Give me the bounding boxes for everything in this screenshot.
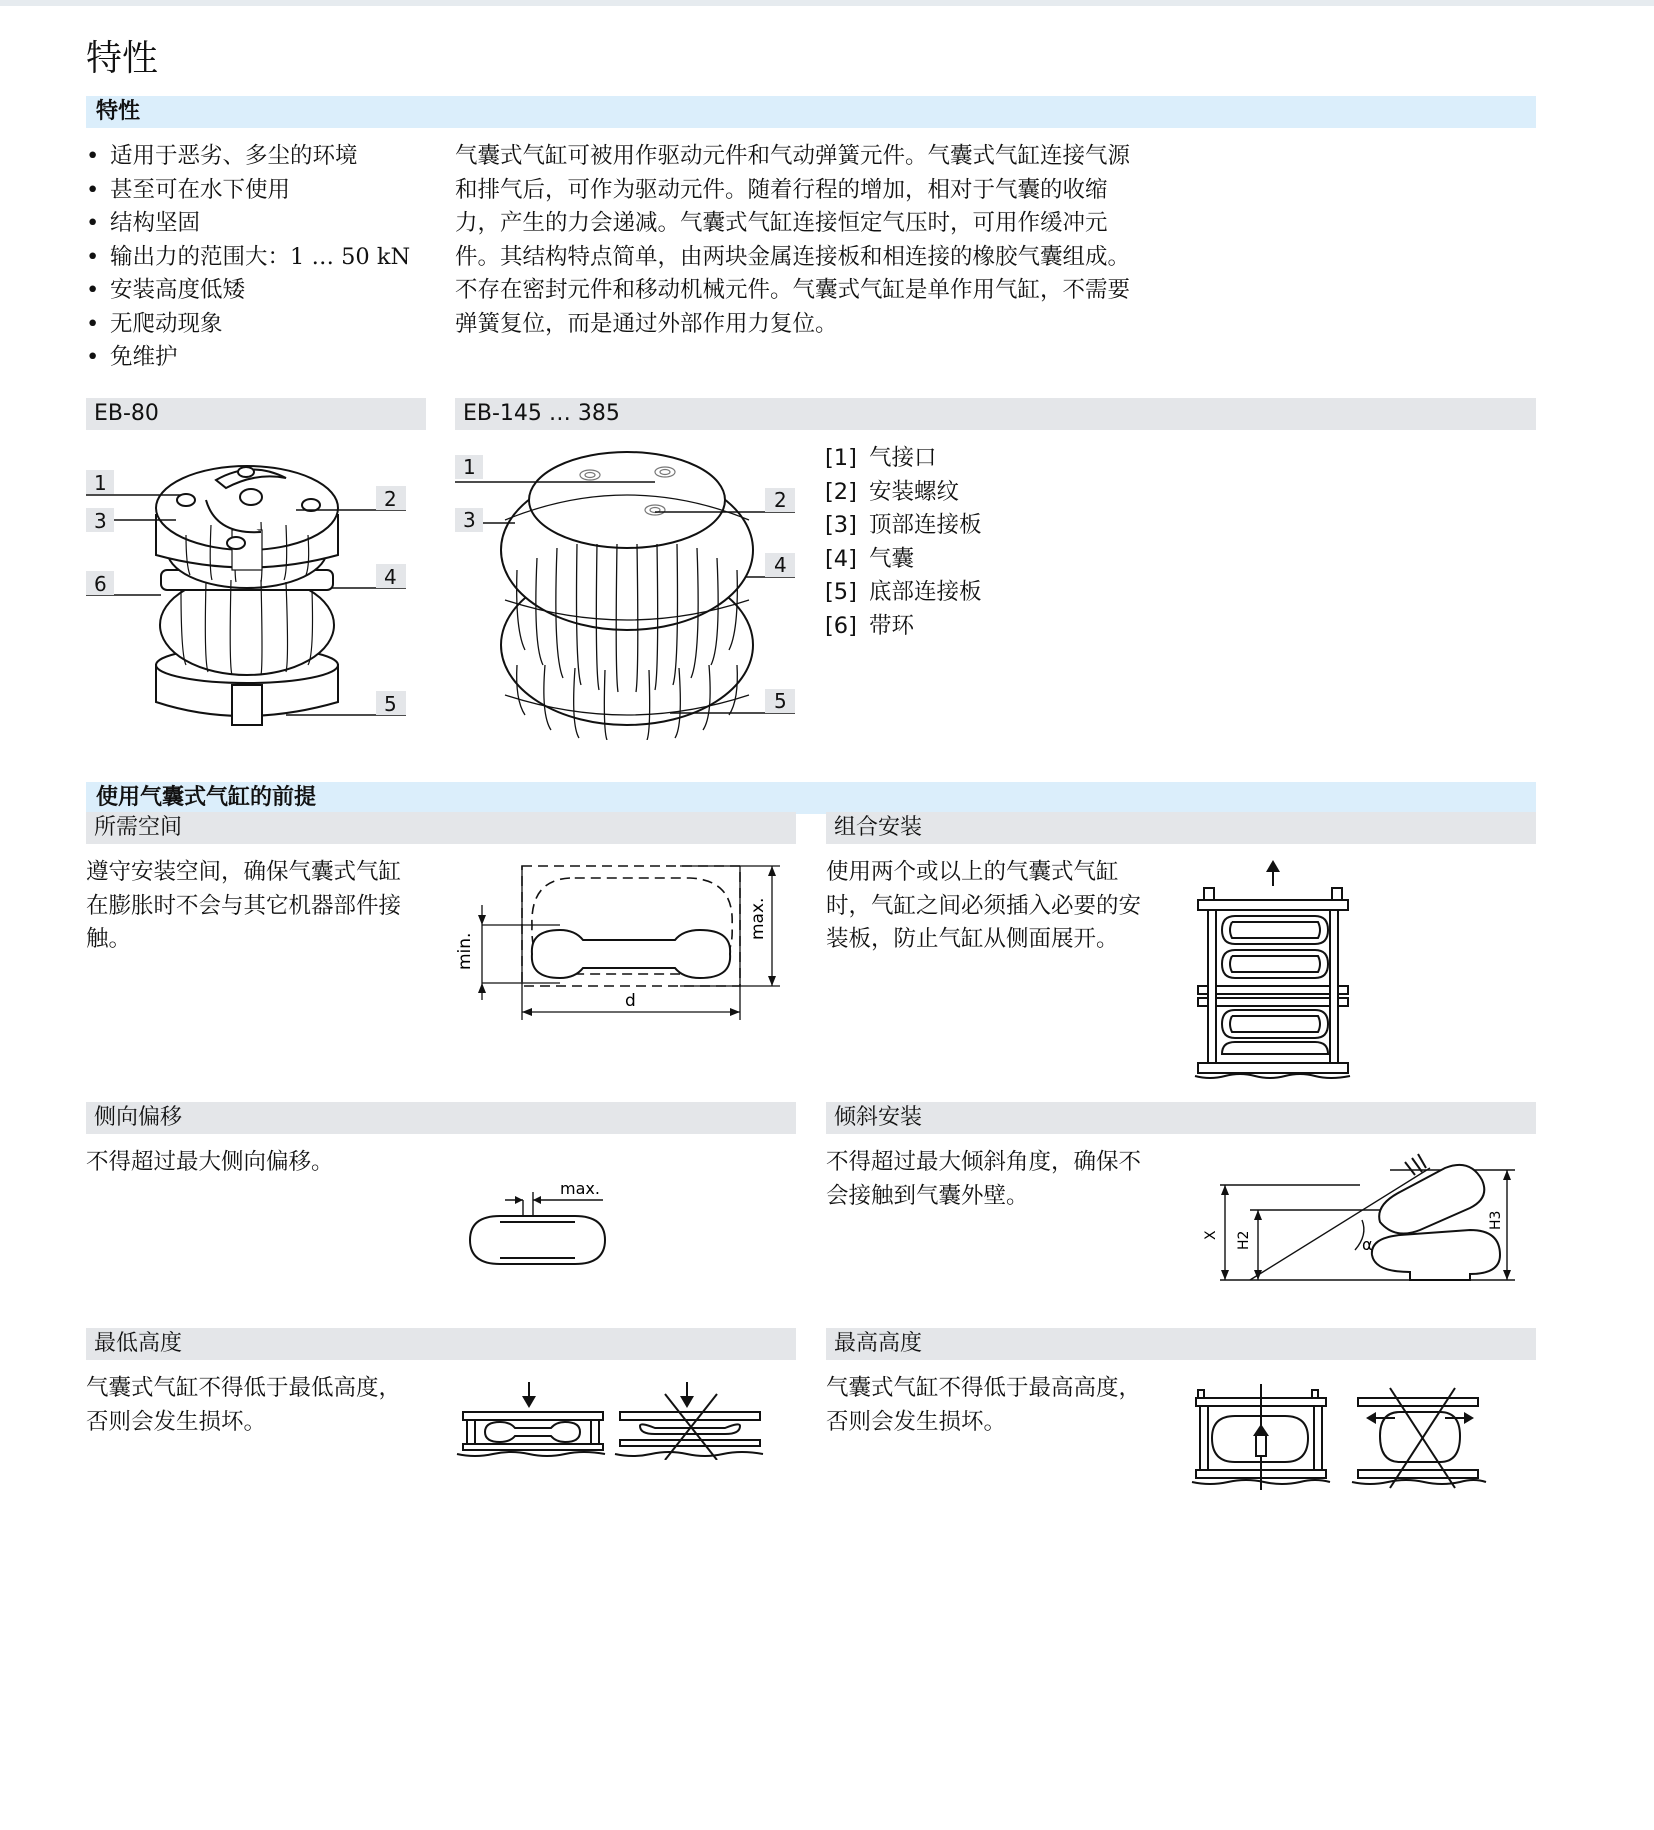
features-description <box>455 140 1195 341</box>
eb80-drawing <box>86 440 416 740</box>
text-line: 会接触到气囊外壁。 <box>826 1182 1029 1209</box>
legend-item: [4] 气囊 <box>825 545 915 572</box>
text-line: 否则会发生损坏。 <box>826 1408 1007 1435</box>
feature-bullet: • 免维护 <box>86 341 446 375</box>
description-line: 和排气后，可作为驱动元件。随着行程的增加，相对于气囊的收缩 <box>455 176 1108 203</box>
text-line: 气囊式气缸不得低于最低高度， <box>86 1375 402 1401</box>
model-eb80-header: EB-80 <box>86 398 426 430</box>
feature-bullet: • 甚至可在水下使用 <box>86 174 446 208</box>
legend-item: [3] 顶部连接板 <box>825 512 982 538</box>
text-line: 使用两个或以上的气囊式气缸 <box>826 859 1119 885</box>
legend-item: [6] 带环 <box>825 612 915 639</box>
callout-1: 1 <box>463 455 476 479</box>
feature-bullet: • 结构坚固 <box>86 207 446 241</box>
lateral-header: 侧向偏移 <box>86 1102 796 1134</box>
callout-3: 3 <box>94 509 107 533</box>
callout-2: 2 <box>774 488 787 512</box>
description-line: 不存在密封元件和移动机械元件。气囊式气缸是单作用气缸，不需要 <box>455 277 1131 303</box>
feature-bullet: • 输出力的范围大：1 … 50 kN <box>86 241 446 275</box>
callout-4: 4 <box>774 553 787 577</box>
h2-label: H2 <box>1236 1230 1252 1250</box>
legend-item: [5] 底部连接板 <box>825 579 982 605</box>
top-plate <box>529 452 725 548</box>
prerequisites-header: 使用气囊式气缸的前提 <box>86 782 1536 814</box>
top-rule <box>0 0 1654 6</box>
d-label: d <box>625 991 636 1011</box>
space-header: 所需空间 <box>86 812 796 844</box>
combined-header: 组合安装 <box>826 812 1536 844</box>
callout-3: 3 <box>463 508 476 532</box>
description-line: 气囊式气缸可被用作驱动元件和气动弹簧元件。气囊式气缸连接气源 <box>455 143 1131 169</box>
space-diagram <box>450 860 795 1025</box>
eb145-drawing <box>455 440 800 740</box>
max-label: max. <box>748 897 768 940</box>
parts-legend <box>825 442 1085 643</box>
lateral-text <box>86 1146 426 1180</box>
text-line: 触。 <box>86 926 132 952</box>
lateral-diagram <box>465 1170 615 1275</box>
text-line: 不得超过最大倾斜角度，确保不 <box>826 1149 1142 1175</box>
description-line: 弹簧复位，而是通过外部作用力复位。 <box>455 310 838 337</box>
combined-text <box>826 856 1166 957</box>
callout-5: 5 <box>774 689 787 713</box>
callout-2: 2 <box>384 487 397 511</box>
tilt-diagram <box>1200 1150 1530 1290</box>
maxh-header: 最高高度 <box>826 1328 1536 1360</box>
max-label: max. <box>560 1179 600 1198</box>
h3-label: H3 <box>1488 1210 1504 1230</box>
feature-bullet: • 无爬动现象 <box>86 308 446 342</box>
minh-text <box>86 1372 426 1439</box>
text-line: 在膨胀时不会与其它机器部件接 <box>86 892 402 919</box>
page-title: 特性 <box>86 38 159 79</box>
min-label: min. <box>455 932 475 970</box>
tilt-text <box>826 1146 1166 1213</box>
text-line: 遵守安装空间，确保气囊式气缸 <box>86 859 402 885</box>
feature-bullet: • 适用于恶劣、多尘的环境 <box>86 140 446 174</box>
text-line: 装板，防止气缸从侧面展开。 <box>826 926 1119 952</box>
callout-6: 6 <box>94 572 107 596</box>
features-bullet-list <box>86 140 446 375</box>
space-text <box>86 856 426 957</box>
x-label: X <box>1203 1230 1219 1240</box>
maxh-diagram <box>1190 1378 1490 1490</box>
callout-1: 1 <box>94 471 107 495</box>
text-line: 气囊式气缸不得低于最高高度， <box>826 1375 1142 1401</box>
tilt-header: 倾斜安装 <box>826 1102 1536 1134</box>
text-line: 时，气缸之间必须插入必要的安 <box>826 892 1142 919</box>
minh-diagram <box>455 1380 765 1460</box>
model-eb145-header: EB-145 … 385 <box>455 398 1536 430</box>
maxh-text <box>826 1372 1166 1439</box>
text-line: 不得超过最大侧向偏移。 <box>86 1149 334 1175</box>
legend-item: [1] 气接口 <box>825 445 937 471</box>
minh-header: 最低高度 <box>86 1328 796 1360</box>
callout-5: 5 <box>384 692 397 716</box>
legend-item: [2] 安装螺纹 <box>825 478 960 505</box>
combined-diagram <box>1190 858 1360 1083</box>
description-line: 件。其结构特点简单，由两块金属连接板和相连接的橡胶气囊组成。 <box>455 243 1131 270</box>
description-line: 力，产生的力会递减。气囊式气缸连接恒定气压时，可用作缓冲元 <box>455 210 1108 236</box>
features-header: 特性 <box>86 96 1536 128</box>
feature-bullet: • 安装高度低矮 <box>86 274 446 308</box>
text-line: 否则会发生损坏。 <box>86 1408 267 1435</box>
alpha-label: α <box>1362 1235 1373 1254</box>
callout-4: 4 <box>384 565 397 589</box>
